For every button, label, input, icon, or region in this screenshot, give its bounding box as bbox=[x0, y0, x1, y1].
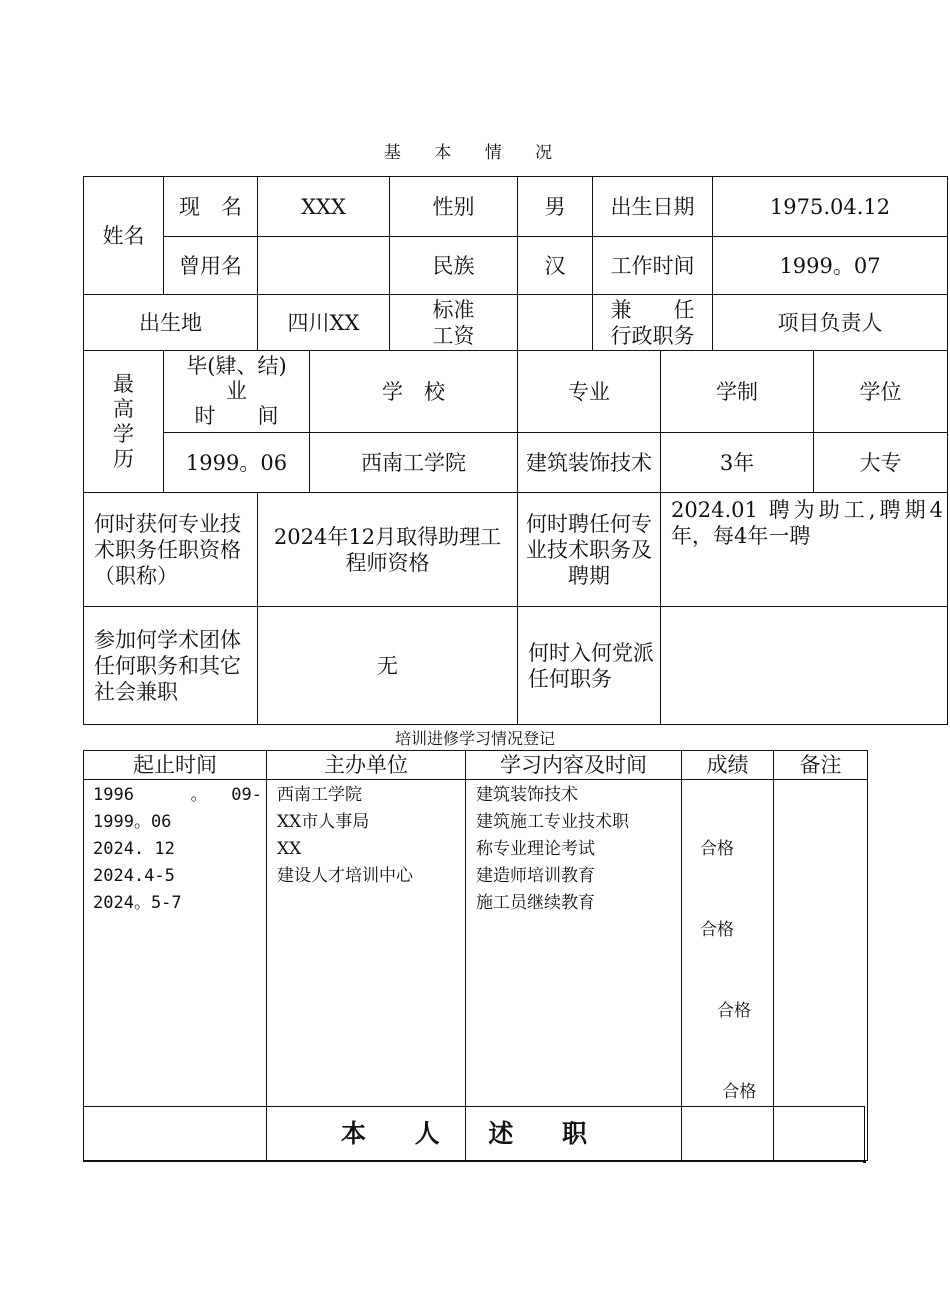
academic-value: 无 bbox=[258, 607, 518, 725]
party-label: 何时入何党派任何职务 bbox=[518, 607, 661, 725]
training-content-line: 施工员继续教育 bbox=[476, 893, 595, 913]
grad-time-label-line1: 毕(肄、结) bbox=[186, 354, 287, 378]
duration-label: 学制 bbox=[661, 351, 814, 433]
major-value: 建筑装饰技术 bbox=[518, 433, 661, 493]
admin-label-line1: 兼 任 bbox=[610, 297, 695, 322]
training-unit-line: XX市人事局 bbox=[277, 812, 370, 832]
training-table bbox=[83, 750, 868, 1161]
training-content-line: 建造师培训教育 bbox=[476, 866, 595, 886]
training-header-score: 成绩 bbox=[682, 751, 774, 780]
training-header-time: 起止时间 bbox=[84, 751, 267, 780]
hire-label: 何时聘任何专业技术职务及聘期 bbox=[518, 493, 661, 607]
school-value: 西南工学院 bbox=[310, 433, 518, 493]
training-time-line: 2024.4-5 bbox=[93, 866, 175, 886]
training-units-cell bbox=[267, 780, 466, 1161]
training-content-line: 建筑装饰技术 bbox=[476, 785, 578, 805]
salary-label bbox=[390, 295, 518, 351]
training-score-line: 合格 bbox=[700, 1001, 751, 1021]
education-label bbox=[84, 351, 164, 493]
training-content-line: 称专业理论考试 bbox=[476, 839, 595, 859]
work-time-label: 工作时间 bbox=[593, 237, 713, 295]
training-header-note: 备注 bbox=[774, 751, 868, 780]
training-header-unit: 主办单位 bbox=[267, 751, 466, 780]
training-unit-line: 西南工学院 bbox=[277, 785, 362, 805]
birthplace-label: 出生地 bbox=[84, 295, 258, 351]
training-score-line: 合格 bbox=[700, 920, 734, 940]
current-name-value: XXX bbox=[258, 177, 390, 237]
training-time-line: 2024。5-7 bbox=[93, 893, 182, 913]
grad-time-label bbox=[164, 351, 310, 433]
major-label: 专业 bbox=[518, 351, 661, 433]
page-title: 基 本 情 况 bbox=[383, 143, 567, 163]
training-time-line: 1999。06 bbox=[93, 812, 172, 832]
admin-value: 项目负责人 bbox=[713, 295, 948, 351]
party-value bbox=[661, 607, 948, 725]
academic-label: 参加何学术团体任何职务和其它社会兼职 bbox=[84, 607, 258, 725]
table-corner-mark bbox=[863, 1160, 866, 1163]
training-content-line: 建筑施工专业技术职 bbox=[476, 812, 629, 832]
self-report-table bbox=[83, 1106, 865, 1162]
training-notes-cell bbox=[774, 780, 868, 1161]
birthplace-value: 四川XX bbox=[258, 295, 390, 351]
admin-label bbox=[593, 295, 713, 351]
qualification-value: 2024年12月取得助理工程师资格 bbox=[258, 493, 518, 607]
training-unit-line: XX bbox=[277, 839, 302, 859]
training-time-line: 1996 。 09- bbox=[93, 785, 262, 805]
school-label: 学 校 bbox=[310, 351, 518, 433]
grad-time-label-line3: 时 间 bbox=[194, 404, 279, 428]
degree-label: 学位 bbox=[814, 351, 948, 433]
hire-value: 2024.01 聘为助工,聘期4年，每4年一聘 bbox=[661, 493, 948, 607]
birth-value: 1975.04.12 bbox=[713, 177, 948, 237]
work-time-value: 1999。07 bbox=[713, 237, 948, 295]
training-unit-line: 建设人才培训中心 bbox=[277, 866, 413, 886]
former-name-value bbox=[258, 237, 390, 295]
current-name-label: 现 名 bbox=[164, 177, 258, 237]
grad-time-label-line2: 业 bbox=[226, 379, 247, 403]
salary-value bbox=[518, 295, 593, 351]
duration-value: 3年 bbox=[661, 433, 814, 493]
gender-label: 性别 bbox=[390, 177, 518, 237]
training-score-line: 合格 bbox=[700, 839, 734, 859]
training-header-content: 学习内容及时间 bbox=[466, 751, 682, 780]
birth-label: 出生日期 bbox=[593, 177, 713, 237]
self-report-title: 本 人 述 职 bbox=[84, 1107, 865, 1162]
training-title: 培训进修学习情况登记 bbox=[394, 729, 555, 748]
training-time-line: 2024. 12 bbox=[93, 839, 175, 859]
name-label: 姓名 bbox=[84, 177, 164, 295]
grad-time-value: 1999。06 bbox=[164, 433, 310, 493]
training-contents-cell bbox=[466, 780, 682, 1161]
qualification-label: 何时获何专业技术职务任职资格（职称） bbox=[84, 493, 258, 607]
ethnic-value: 汉 bbox=[518, 237, 593, 295]
training-scores-cell bbox=[682, 780, 774, 1161]
salary-label-line1: 标准 bbox=[432, 297, 475, 322]
training-times-cell bbox=[84, 780, 267, 1161]
education-label-text: 最高学历 bbox=[113, 371, 134, 471]
salary-label-line2: 工资 bbox=[432, 323, 475, 348]
ethnic-label: 民族 bbox=[390, 237, 518, 295]
degree-value: 大专 bbox=[814, 433, 948, 493]
former-name-label: 曾用名 bbox=[164, 237, 258, 295]
admin-label-line2: 行政职务 bbox=[610, 323, 695, 348]
basic-info-table bbox=[83, 176, 948, 725]
gender-value: 男 bbox=[518, 177, 593, 237]
training-score-line: 合格 bbox=[700, 1082, 757, 1102]
